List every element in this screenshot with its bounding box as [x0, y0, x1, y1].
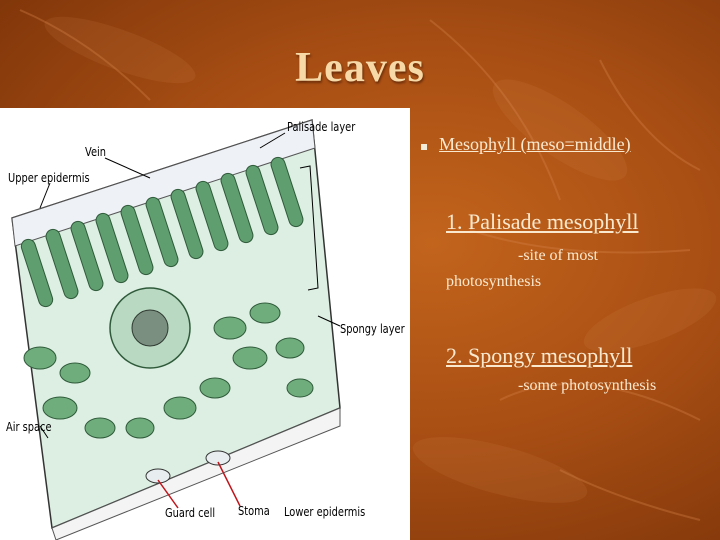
content-panel	[410, 108, 720, 540]
slide-title: Leaves	[295, 45, 425, 91]
label-guard-cell: Guard cell	[165, 506, 216, 520]
bullet-mesophyll: Mesophyll (meso=middle)	[439, 134, 631, 154]
bullet-square-icon	[421, 144, 427, 150]
label-vein: Vein	[85, 145, 106, 159]
label-air-space: Air space	[6, 420, 52, 434]
vein-bundle	[110, 288, 190, 368]
heading-palisade-mesophyll: 1. Palisade mesophyll	[446, 209, 639, 234]
label-stoma: Stoma	[238, 504, 270, 518]
label-upper-epidermis: Upper epidermis	[8, 171, 90, 185]
label-palisade-layer: Palisade layer	[287, 120, 356, 134]
leaf-cross-section-figure	[0, 108, 410, 540]
heading-spongy-mesophyll: 2. Spongy mesophyll	[446, 343, 633, 368]
note-palisade-line1: -site of most	[518, 247, 598, 264]
note-spongy: -some photosynthesis	[518, 377, 657, 394]
note-palisade-line2: photosynthesis	[446, 273, 542, 290]
label-spongy-layer: Spongy layer	[340, 322, 405, 336]
label-lower-epidermis: Lower epidermis	[284, 505, 366, 519]
